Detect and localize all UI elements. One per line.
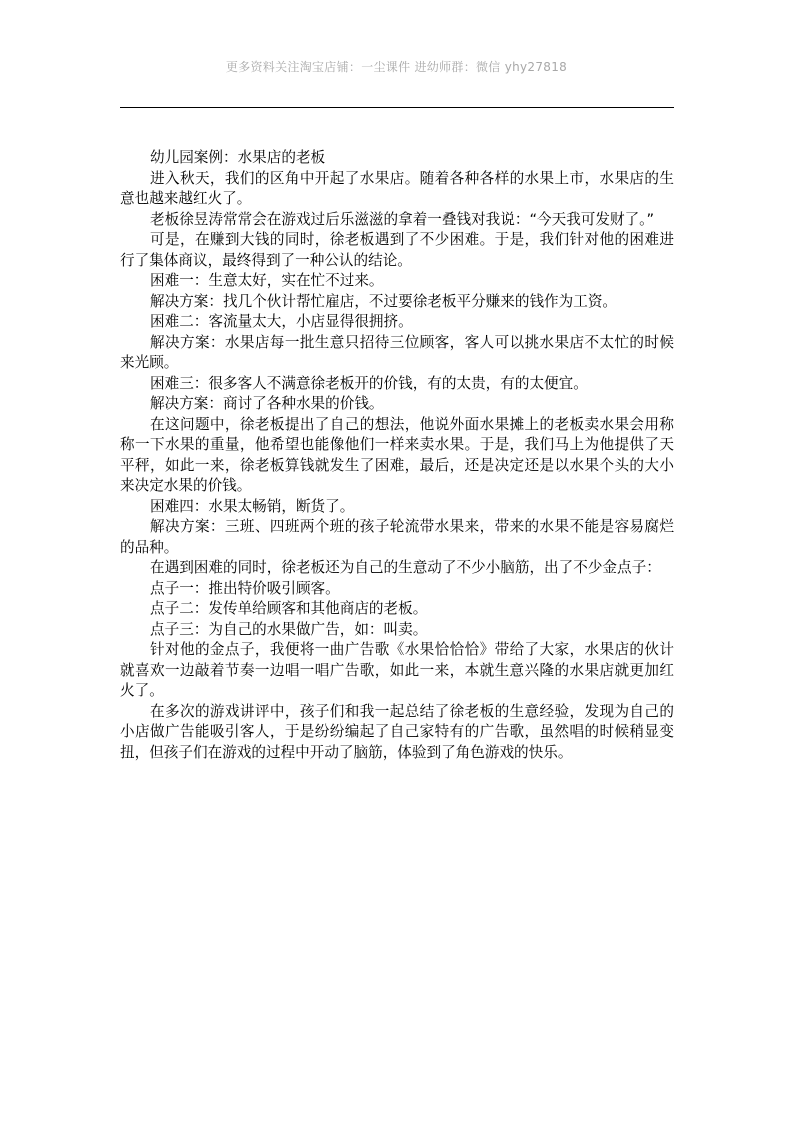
paragraph: 困难二：客流量太大，小店显得很拥挤。 <box>150 313 413 330</box>
paragraph: 在遇到困难的同时，徐老板还为自己的生意动了不少小脑筋，出了不少金点子： <box>150 559 661 576</box>
paragraph: 点子一：推出特价吸引顾客。 <box>150 579 340 597</box>
paragraph: 点子三：为自己的水果做广告，如：叫卖。 <box>150 620 428 638</box>
header-watermark-note: 更多资料关注淘宝店铺：一尘课件 进幼师群：微信 yhy27818 <box>225 60 568 74</box>
paragraph: 在这问题中，徐老板提出了自己的想法，他说外面水果摊上的老板卖水果会用称称一下水果的重量，他希望也能像他们一样来卖水果。于是，我们马上为他提供了天平秤，如此一来，徐老板算钱就发生了困难，最后，还是决定还是以水果个头的大小来决定水果的价钱。 <box>120 415 674 494</box>
paragraph: 解决方案：三班、四班两个班的孩子轮流带水果来，带来的水果不能是容易腐烂的品种。 <box>120 518 674 556</box>
paragraph: 点子二：发传单给顾客和其他商店的老板。 <box>150 600 428 617</box>
header-divider <box>120 107 674 108</box>
paragraph: 解决方案：找几个伙计帮忙雇店，不过要徐老板平分赚来的钱作为工资。 <box>150 292 618 310</box>
paragraph: 老板徐昱涛常常会在游戏过后乐滋滋的拿着一叠钱对我说：“今天我可发财了。” <box>150 210 655 228</box>
paragraph: 进入秋天，我们的区角中开起了水果店。随着各种各样的水果上市，水果店的生意也越来越红火了。 <box>120 169 674 207</box>
paragraph: 针对他的金点子，我便将一曲广告歌《水果恰恰恰》带给了大家，水果店的伙计就喜欢一边敲着节奏一边唱一唱广告歌，如此一来，本就生意兴隆的水果店就更加红火了。 <box>120 641 674 699</box>
paragraph: 困难三：很多客人不满意徐老板开的价钱，有的太贵，有的太便宜。 <box>150 374 588 392</box>
paragraph: 解决方案：水果店每一批生意只招待三位顾客，客人可以挑水果店不太忙的时候来光顾。 <box>120 333 674 371</box>
paragraph: 解决方案：商讨了各种水果的价钱。 <box>150 395 384 412</box>
paragraph: 可是，在赚到大钱的同时，徐老板遇到了不少困难。于是，我们针对他的困难进行了集体商议，最终得到了一种公认的结论。 <box>120 231 674 269</box>
paragraph: 在多次的游戏讲评中，孩子们和我一起总结了徐老板的生意经验，发现为自己的小店做广告能吸引客人，于是纷纷编起了自己家特有的广告歌，虽然唱的时候稍显变扭，但孩子们在游戏的过程中开动了脑筋，体验到了角色游戏的快乐。 <box>120 702 674 761</box>
paragraph: 困难一：生意太好，实在忙不过来。 <box>150 272 384 289</box>
document-body <box>120 148 674 763</box>
document-title: 幼儿园案例：水果店的老板 <box>150 149 326 166</box>
paragraph: 困难四：水果太畅销，断货了。 <box>150 497 355 515</box>
